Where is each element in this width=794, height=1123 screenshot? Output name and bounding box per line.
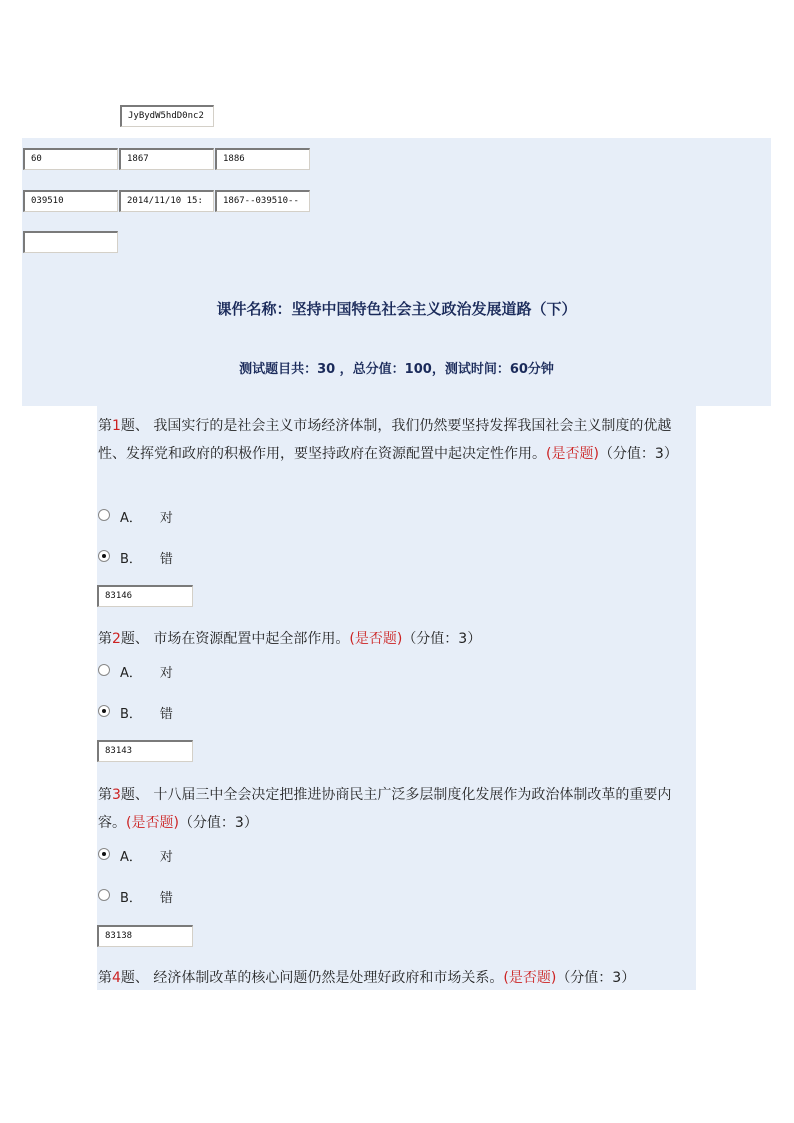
- option-letter: B．: [120, 891, 142, 906]
- question-2: [98, 625, 696, 653]
- questions-panel: [97, 406, 696, 990]
- radio-button[interactable]: [98, 550, 110, 562]
- question-3-option-a[interactable]: [98, 846, 173, 870]
- radio-button[interactable]: [98, 889, 110, 901]
- question-score: （分值：3）: [598, 446, 678, 462]
- question-type: (是否题): [503, 970, 557, 986]
- question-number: 3: [112, 787, 121, 803]
- field-empty[interactable]: [23, 231, 118, 253]
- question-2-option-b[interactable]: [98, 703, 173, 727]
- question-prefix: 第: [98, 970, 112, 986]
- question-prefix: 第: [98, 787, 112, 803]
- question-score: （分值：3）: [402, 631, 482, 647]
- question-1-option-a[interactable]: [98, 507, 173, 531]
- question-text: 经济体制改革的核心问题仍然是处理好政府和市场关系。: [148, 970, 504, 986]
- question-4: [98, 964, 696, 992]
- option-label: 错: [159, 552, 173, 567]
- test-info: 测试题目共：30 ，总分值：100，测试时间：60分钟: [239, 362, 554, 377]
- question-prefix: 第: [98, 418, 112, 434]
- radio-button[interactable]: [98, 509, 110, 521]
- course-title: 课件名称：坚持中国特色社会主义政治发展道路（下）: [216, 300, 577, 318]
- question-suffix: 题、: [120, 418, 149, 434]
- field-test-id[interactable]: 1886: [215, 148, 310, 170]
- option-letter: B．: [120, 552, 142, 567]
- field-session-key[interactable]: 1867--039510--: [215, 190, 310, 212]
- option-letter: B．: [120, 707, 142, 722]
- question-3: [98, 781, 696, 837]
- radio-button[interactable]: [98, 848, 110, 860]
- question-text: 我国实行的是社会主义市场经济体制，我们仍然要坚持发挥我国社会主义制度的优越性、发挥党和政府的积极作用，要坚持政府在资源配置中起决定性作用。: [98, 418, 672, 462]
- question-suffix: 题、: [120, 970, 149, 986]
- question-type: (是否题): [349, 631, 403, 647]
- option-letter: A．: [120, 511, 142, 526]
- question-3-answer-id[interactable]: 83138: [97, 925, 193, 947]
- option-label: 错: [159, 707, 173, 722]
- field-user-id[interactable]: 039510: [23, 190, 118, 212]
- question-2-answer-id[interactable]: 83143: [97, 740, 193, 762]
- token-field[interactable]: JyBydW5hdD0nc2: [120, 105, 214, 127]
- radio-button[interactable]: [98, 705, 110, 717]
- option-label: 错: [159, 891, 173, 906]
- question-1: [98, 412, 696, 468]
- question-type: (是否题): [546, 446, 599, 462]
- field-start-time[interactable]: 2014/11/10 15:: [119, 190, 214, 212]
- question-text: 市场在资源配置中起全部作用。: [148, 631, 350, 647]
- option-label: 对: [159, 850, 173, 865]
- option-letter: A．: [120, 850, 142, 865]
- question-score: （分值：3）: [178, 815, 258, 831]
- option-letter: A．: [120, 666, 142, 681]
- question-1-option-b[interactable]: [98, 548, 173, 572]
- question-1-answer-id[interactable]: 83146: [97, 585, 193, 607]
- question-score: （分值：3）: [556, 970, 636, 986]
- question-suffix: 题、: [120, 631, 149, 647]
- question-number: 2: [112, 631, 121, 647]
- radio-button[interactable]: [98, 664, 110, 676]
- option-label: 对: [159, 666, 173, 681]
- option-label: 对: [159, 511, 173, 526]
- field-course-id[interactable]: 1867: [119, 148, 214, 170]
- field-score-total[interactable]: 60: [23, 148, 118, 170]
- question-suffix: 题、: [120, 787, 149, 803]
- question-number: 4: [112, 970, 121, 986]
- question-prefix: 第: [98, 631, 112, 647]
- question-text: 十八届三中全会决定把推进协商民主广泛多层制度化发展作为政治体制改革的重要内容。: [98, 787, 672, 831]
- question-number: 1: [112, 418, 121, 434]
- question-type: (是否题): [126, 815, 179, 831]
- question-2-option-a[interactable]: [98, 662, 173, 686]
- question-3-option-b[interactable]: [98, 887, 173, 911]
